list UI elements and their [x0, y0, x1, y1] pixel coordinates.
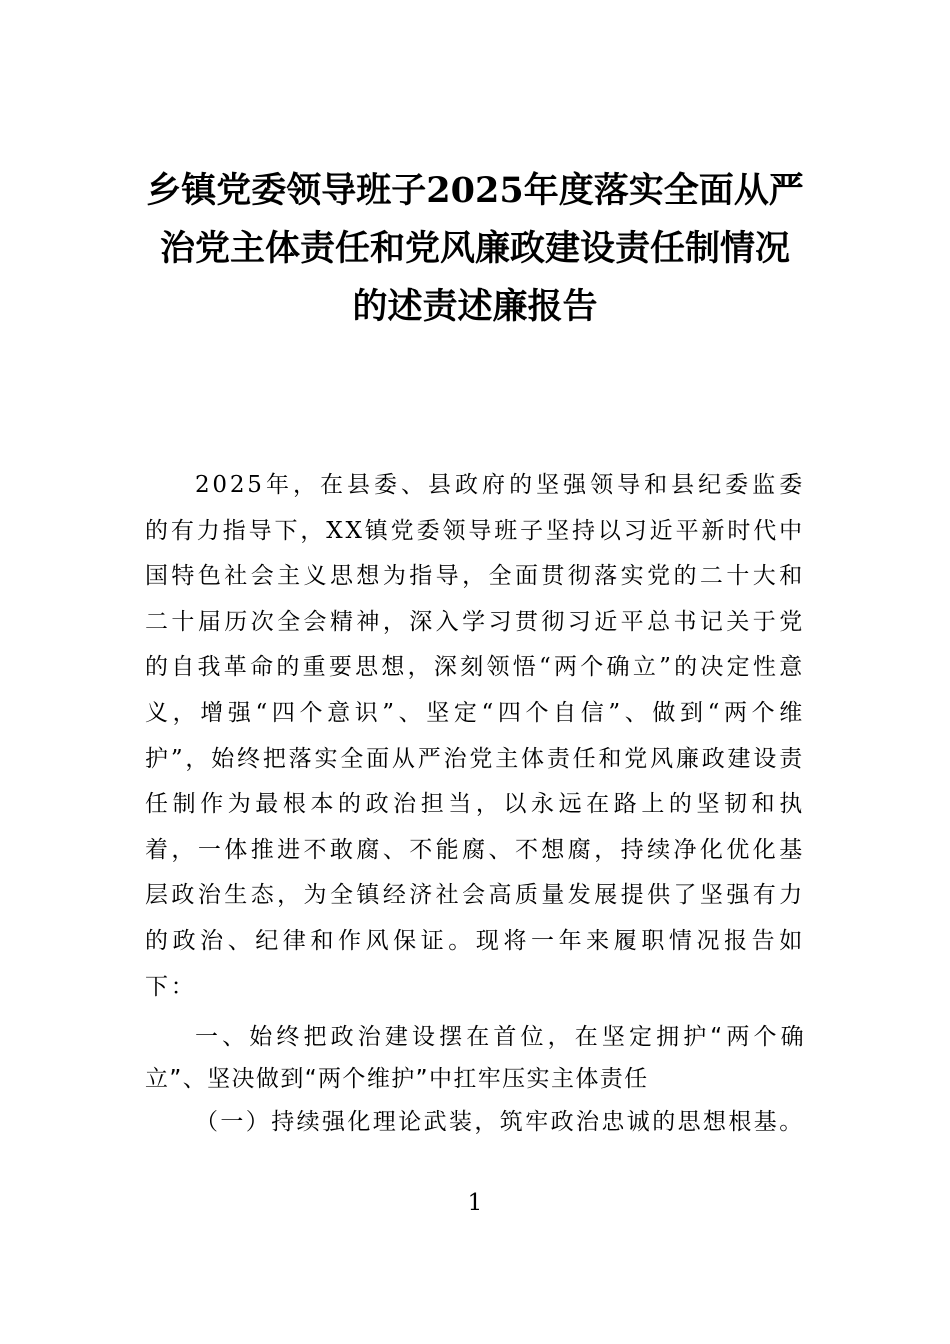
subsection-heading: （一）持续强化理论武装，筑牢政治忠诚的思想根基。 [195, 1109, 805, 1136]
document-body [145, 463, 805, 1144]
intro-paragraph: 2025年，在县委、县政府的坚强领导和县纪委监委的有力指导下，XX镇党委领导班子坚持以习近平新时代中国特色社会主义思想为指导，全面贯彻落实党的二十大和二十届历次全会精神，深入学习贯彻习近平总书记关于党的自我革命的重要思想，深刻领悟“两个确立”的决定性意义，增强“四个意识”、坚定“四个自信”、做到“两个维护”，始终把落实全面从严治党主体责任和党风廉政建设责任制作为最根本的政治担当，以永远在路上的坚韧和执着，一体推进不敢腐、不能腐、不想腐，持续净化优化基层政治生态，为全镇经济社会高质量发展提供了坚强有力的政治、纪律和作风保证。现将一年来履职情况报告如下： [145, 472, 805, 1000]
page-number: 1 [467, 1190, 483, 1216]
title-line-2: 治党主体责任和党风廉政建设责任制情况 [159, 228, 790, 269]
section-heading: 一、始终把政治建设摆在首位，在坚定拥护“两个确立”、坚决做到“两个维护”中扛牢压实主体责任 [145, 1024, 805, 1093]
title-line-1: 乡镇党委领导班子2025年度落实全面从严 [146, 170, 804, 211]
title-line-3: 的述责述廉报告 [352, 286, 598, 327]
document-title [100, 162, 850, 336]
